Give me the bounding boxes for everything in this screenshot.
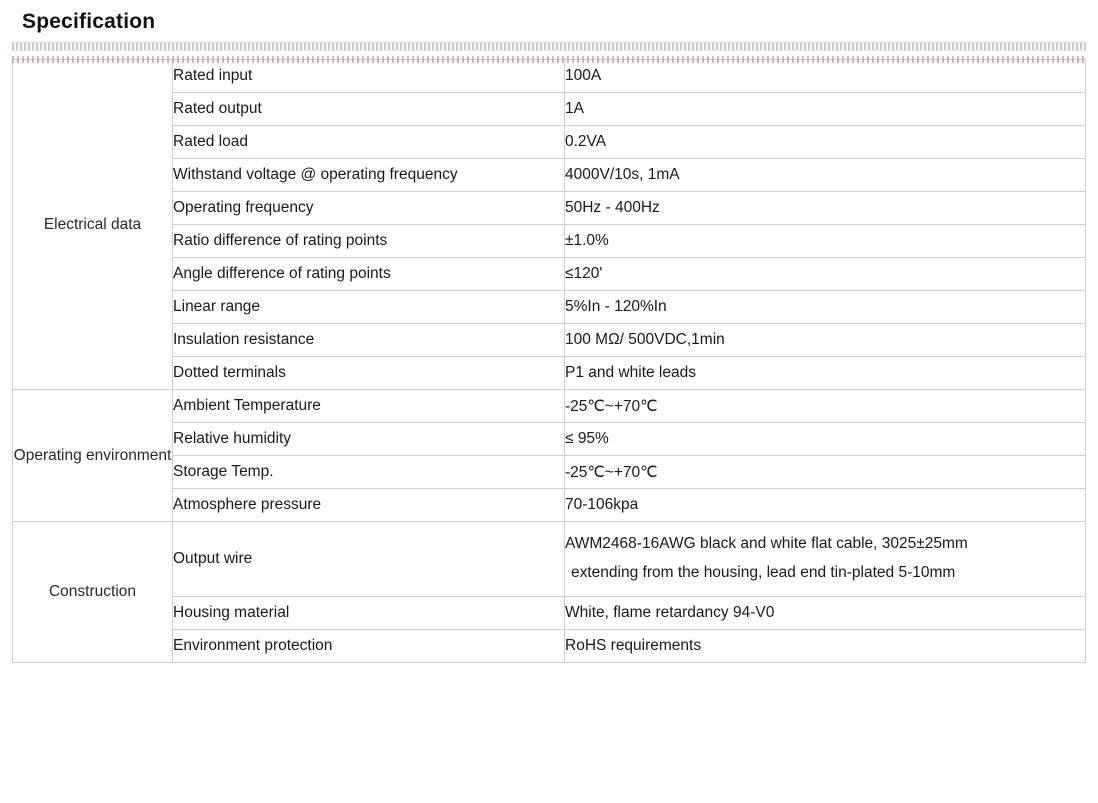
- param-value: 0.2VA: [565, 126, 1086, 159]
- table-row: [13, 192, 1086, 225]
- param-value: -25℃~+70℃: [565, 390, 1086, 423]
- specification-table: [12, 59, 1086, 663]
- param-label: Environment protection: [173, 630, 565, 663]
- group-label-operating-environment: Operating environment: [13, 390, 173, 522]
- param-label: Atmosphere pressure: [173, 489, 565, 522]
- param-value: White, flame retardancy 94-V0: [565, 597, 1086, 630]
- param-label: Insulation resistance: [173, 324, 565, 357]
- table-row: [13, 291, 1086, 324]
- param-value: RoHS requirements: [565, 630, 1086, 663]
- param-label: Rated load: [173, 126, 565, 159]
- param-label: Operating frequency: [173, 192, 565, 225]
- param-value: P1 and white leads: [565, 357, 1086, 390]
- param-value: 5%In - 120%In: [565, 291, 1086, 324]
- table-row: [13, 522, 1086, 597]
- param-value: 100 MΩ/ 500VDC,1min: [565, 324, 1086, 357]
- param-value: 70-106kpa: [565, 489, 1086, 522]
- table-row: [13, 60, 1086, 93]
- param-label: Relative humidity: [173, 423, 565, 456]
- page-title: Specification: [22, 10, 156, 33]
- param-value: 100A: [565, 60, 1086, 93]
- param-value-line2: extending from the housing, lead end tin-plated 5-10mm: [571, 564, 956, 581]
- param-label: Withstand voltage @ operating frequency: [173, 159, 565, 192]
- table-row: [13, 357, 1086, 390]
- param-value: 4000V/10s, 1mA: [565, 159, 1086, 192]
- param-label: Rated output: [173, 93, 565, 126]
- param-label: Linear range: [173, 291, 565, 324]
- param-value: ≤ 95%: [565, 423, 1086, 456]
- param-label: Angle difference of rating points: [173, 258, 565, 291]
- param-value: 1A: [565, 93, 1086, 126]
- param-value-line1: AWM2468-16AWG black and white flat cable, 3025±25mm: [565, 535, 968, 553]
- param-label: Housing material: [173, 597, 565, 630]
- param-label: Rated input: [173, 60, 565, 93]
- group-label-electrical: Electrical data: [13, 60, 173, 390]
- param-value: ≤120': [565, 258, 1086, 291]
- table-row: [13, 93, 1086, 126]
- title-divider: [12, 42, 1086, 51]
- table-row: [13, 390, 1086, 423]
- table-row: [13, 423, 1086, 456]
- table-row: [13, 597, 1086, 630]
- table-row: [13, 456, 1086, 489]
- table-row: [13, 225, 1086, 258]
- param-value: -25℃~+70℃: [565, 456, 1086, 489]
- param-label: Dotted terminals: [173, 357, 565, 390]
- table-row: [13, 630, 1086, 663]
- param-label: Output wire: [173, 522, 565, 597]
- table-row: [13, 159, 1086, 192]
- param-label: Ambient Temperature: [173, 390, 565, 423]
- table-row: [13, 489, 1086, 522]
- param-value: ±1.0%: [565, 225, 1086, 258]
- group-label-construction: Construction: [13, 522, 173, 663]
- param-value: [565, 522, 1086, 597]
- table-row: [13, 324, 1086, 357]
- table-row: [13, 258, 1086, 291]
- param-value: 50Hz - 400Hz: [565, 192, 1086, 225]
- param-label: Storage Temp.: [173, 456, 565, 489]
- param-label: Ratio difference of rating points: [173, 225, 565, 258]
- specification-page: [0, 10, 1098, 803]
- table-row: [13, 126, 1086, 159]
